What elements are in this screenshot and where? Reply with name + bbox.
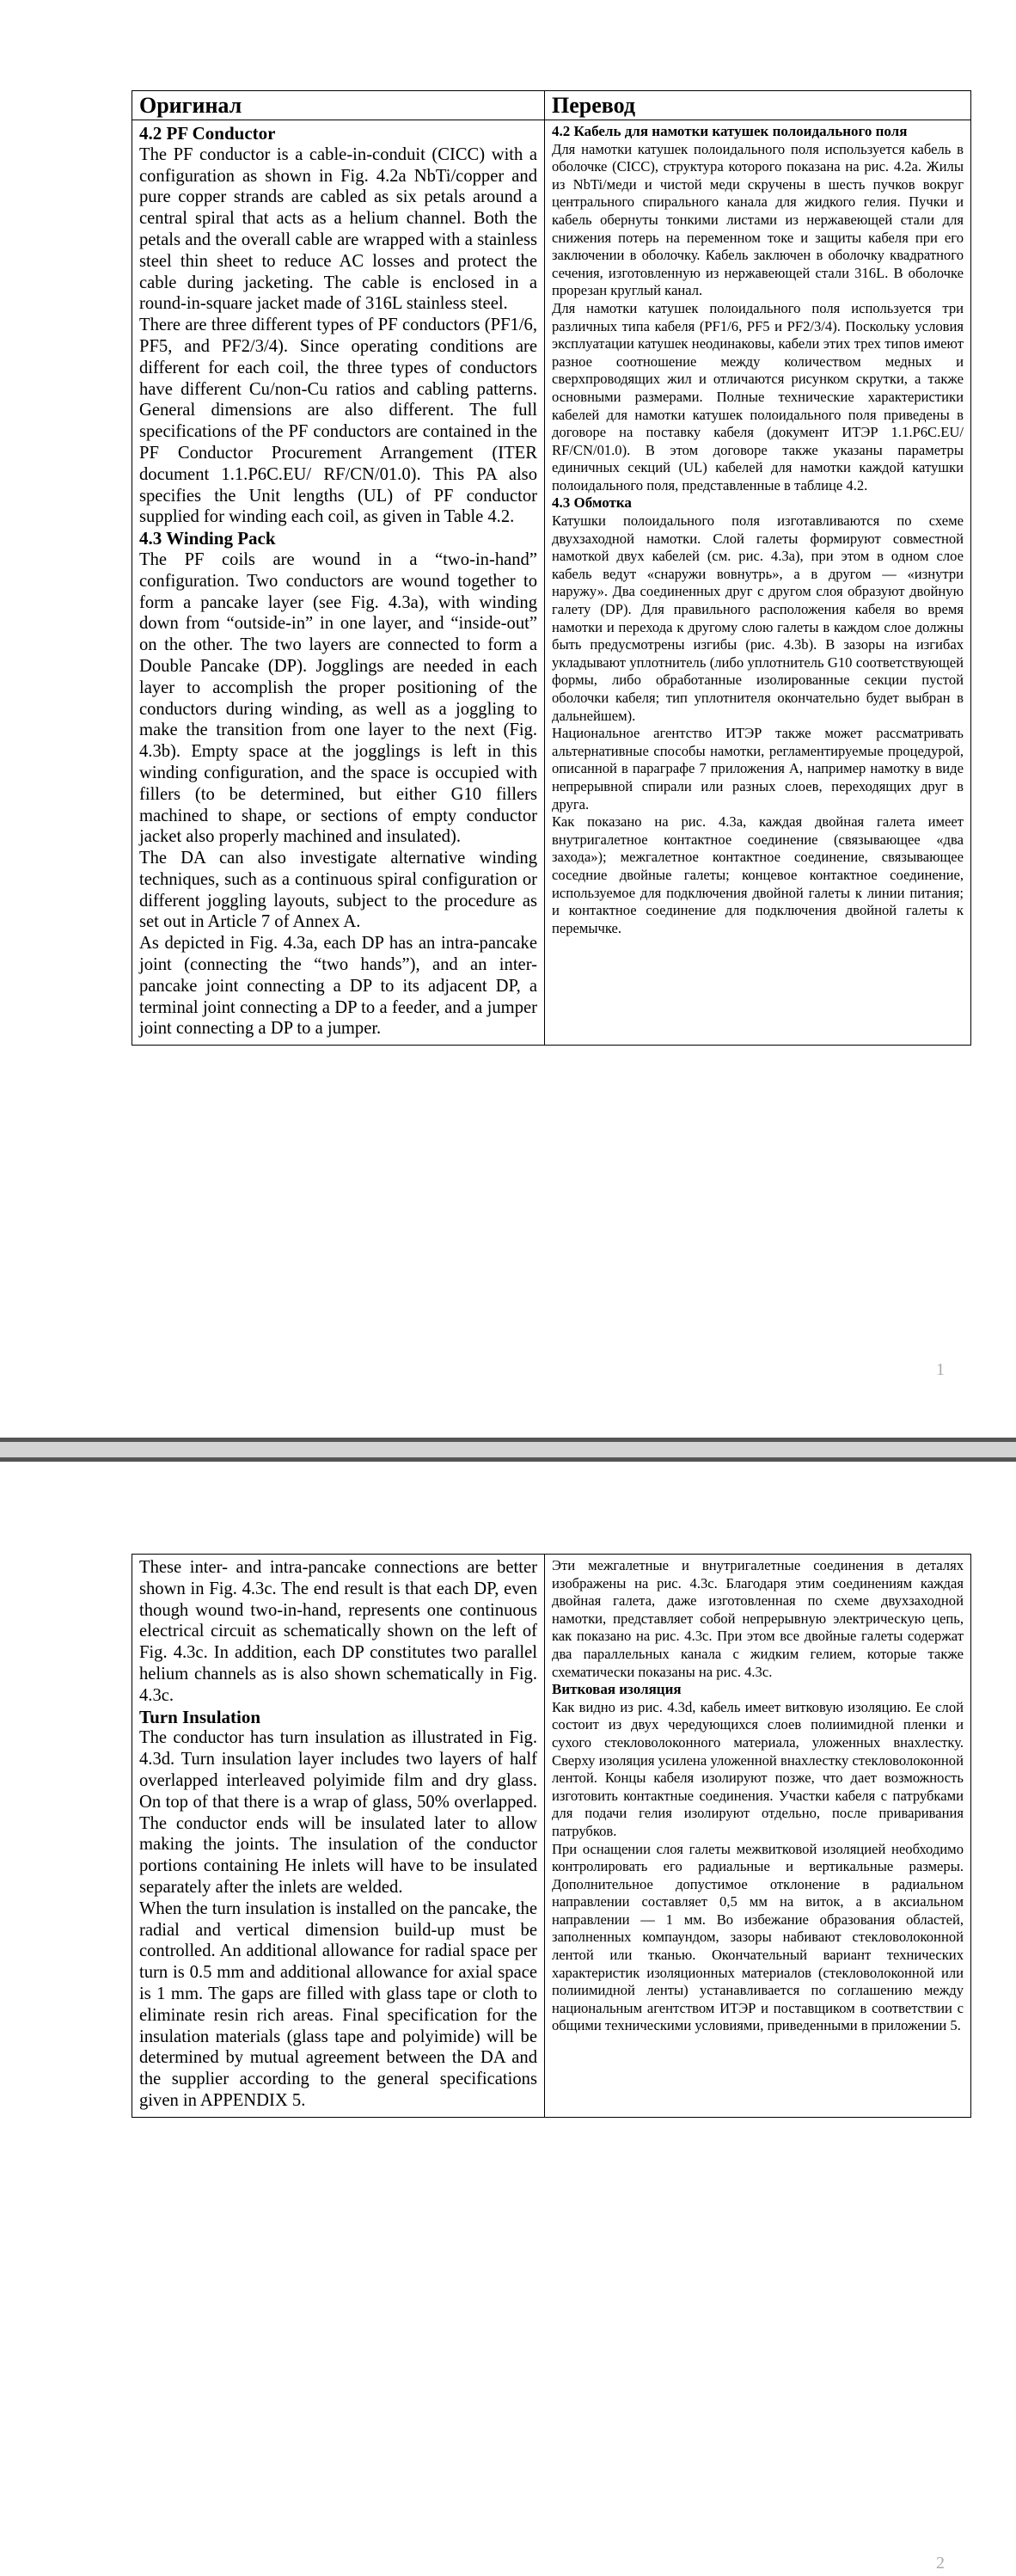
heading-winding-pack-ru: 4.3 Обмотка [552,494,632,512]
table-row [132,120,971,1046]
page-number: 2 [936,2554,945,2573]
paragraph-en: The DA can also investigate alternative winding techniques, such as a continuous spiral configuration or different joggling layouts, subject to the procedure as set out in Article 7 of Annex A. [139,849,537,932]
paragraph-en: When the turn insulation is installed on the pancake, the radial and vertical dimension build-up must be controlled. An additional allowance for radial space per turn is 0.5 mm and additional allowance for axial space is 1 mm. The gaps are filled with glass tape or cloth to eliminate resin rich areas. Final specification for the insulation materials (glass tape and polyimide) will be determined by mutual agreement between the DA and the supplier according to the general specifications given in APPENDIX 5. [139,1898,537,2110]
original-column [132,120,545,1046]
heading-turn-insulation-ru: Витковая изоляция [552,1681,682,1698]
heading-turn-insulation-en: Turn Insulation [139,1706,261,1727]
heading-winding-pack-en: 4.3 Winding Pack [139,528,276,549]
header-original: Оригинал [132,91,545,120]
document-page-2 [0,1462,1016,2576]
heading-pf-conductor-ru: 4.2 Кабель для намотки катушек полоидального поля [552,123,908,139]
page-number: 1 [936,1360,945,1379]
translation-table-page-1 [132,90,971,1046]
paragraph-ru: Эти межгалетные и внутригалетные соединения в деталях изображены на рис. 4.3c. Благодаря этим соединениям каждая двойная галета, даже изготовленная по схеме двухзаходной намотки, представляет собой непрерывную электрическую цепь, как показано на рис. 4.3c. При этом все двойные галеты содержат два параллельных канала с жидким гелием, которые также схематически показаны на рис. 4.3c. [552,1557,964,1680]
paragraph-ru: Национальное агентство ИТЭР также может рассматривать альтернативные способы намотки, регламентируемые процедурой, описанной в параграфе 7 приложения А, например намотку в виде непрерывной спирали или разных слоев, переходящих друг в друга. [552,725,964,813]
paragraph-en: The PF coils are wound in a “two-in-hand” configuration. Two conductors are wound together to form a pancake layer (see Fig. 4.3a), with winding down from “outside-in” in one layer, and “inside-out” on the other. The two layers are connected to form a Double Pancake (DP). Jogglings are needed in each layer to accomplish the proper positioning of the conductors during winding, as well as a joggling to make the transition from one layer to the next (Fig. 4.3b). Empty space at the jogglings is left in this winding configuration, and the space is occupied with fillers (to be determined, but either G10 fillers machined to shape, or sections of empty conductor jacket also properly machined and insulated). [139,549,537,847]
paragraph-ru: Как показано на рис. 4.3a, каждая двойная галета имеет внутригалетное контактное соединение (связывающее «два захода»); межгалетное контактное соединение, связывающее соседние двойные галеты; концевое контактное соединение, используемое для подключения двойной галеты к линии питания; и контактное соединение для подключения двойной галеты к перемычке. [552,813,964,936]
paragraph-en: The PF conductor is a cable-in-conduit (CICC) with a configuration as shown in Fig. 4.2a NbTi/copper and pure copper strands are cabled as six petals around a central spiral that acts as a helium channel. Both the petals and the overall cable are wrapped with a stainless steel thin sheet to reduce AC losses and protect the cable during jacketing. The cable is enclosed in a round-in-square jacket made of 316L stainless steel. [139,144,537,314]
page-separator [0,1438,1016,1462]
translation-table-page-2 [132,1554,971,2118]
heading-pf-conductor-en: 4.2 PF Conductor [139,123,276,144]
paragraph-en: These inter- and intra-pancake connections are better shown in Fig. 4.3c. The end result is that each DP, even though wound two-in-hand, represents one continuous electrical circuit as schematically shown on the left of Fig. 4.3c. In addition, each DP constitutes two parallel helium channels as is also shown schematically in Fig. 4.3c. [139,1558,537,1705]
paragraph-en: As depicted in Fig. 4.3a, each DP has an intra-pancake joint (connecting the “two hands”), and an inter-pancake joint connecting a DP to its adjacent DP, a terminal joint connecting a DP to a feeder, and a jumper joint connecting a DP to a jumper. [139,934,537,1039]
original-column [132,1555,545,2118]
paragraph-ru: Для намотки катушек полоидального поля используется кабель в оболочке (CICC), структура которого показана на рис. 4.2a. Жилы из NbTi/меди и чистой меди скручены в шесть пучков вокруг центрального спирального канала для жидкого гелия. Пучки и кабель обернуты тонкими листами из нержавеющей стали для снижения потерь на переменном токе и защиты кабеля при его заключении в оболочку. Кабель заключен в оболочку квадратного сечения, изготовленную из нержавеющей стали 316L. В оболочке прорезан круглый канал. [552,140,964,299]
header-translation: Перевод [545,91,971,120]
paragraph-ru: Для намотки катушек полоидального поля используется три различных типа кабеля (PF1/6, PF5 и PF2/3/4). Поскольку условия эксплуатации катушек неодинаковы, кабели этих трех типов имеют разное соотношение между количеством медных и сверхпроводящих жил и отличаются рисунком скрутки, а также основными размерами. Полные технические характеристики кабелей для намотки катушек полоидального поля приведены в договоре на поставку кабеля (документ ИТЭР 1.1.P6C.EU/ RF/CN/01.0). В этом договоре также указаны параметры единичных секций (UL) кабелей для намотки каждой катушки полоидального поля, представленные в таблице 4.2. [552,299,964,494]
paragraph-ru: Катушки полоидального поля изготавливаются по схеме двухзаходной намотки. Слой галеты формируют совместной намоткой двух кабелей (см. рис. 4.3a), при этом в одном слое кабель ведут «снаружи вовнутрь», а в другом — «изнутри наружу». Два соединенных друг с другом слоя образуют двойную галету (DP). Для правильного расположения кабеля во время намотки и перехода к другому слою галеты в каждом слое должны быть предусмотрены изгибы (рис. 4.3b). В зазоры на изгибах укладывают уплотнитель (либо уплотнитель G10 соответствующей формы, либо обработанные изолированные секции пустой оболочки кабеля; тип уплотнителя окончательно будет выбран в дальнейшем). [552,512,964,724]
paragraph-ru: Как видно из рис. 4.3d, кабель имеет витковую изоляцию. Ее слой состоит из двух чередующихся слоев полиимидной пленки и сухого стекловолоконного материала, уложенных внахлестку. Сверху изоляция усилена уложенной внахлестку стекловолоконной лентой. Концы кабеля изолируют позже, что дает возможность изготовить контактные соединения. Участки кабеля с патрубками для подачи гелия изолируют отдельно, после приваривания патрубков. [552,1698,964,1839]
paragraph-en: The conductor has turn insulation as illustrated in Fig. 4.3d. Turn insulation layer includes two layers of half overlapped interleaved polyimide film and dry glass. On top of that there is a wrap of glass, 50% overlapped. The conductor ends will be insulated later to allow making the joints. The insulation of the conductor portions containing He inlets will have to be insulated separately after the inlets are welded. [139,1728,537,1897]
translation-column [545,1555,971,2118]
table-header-row [132,91,971,120]
translation-column [545,120,971,1046]
paragraph-ru: При оснащении слоя галеты межвитковой изоляцией необходимо контролировать его радиальные и вертикальные размеры. Дополнительное допустимое отклонение в радиальном направлении составляет 0,5 мм на виток, а в аксиальном направлении — 1 мм. Во избежание образования областей, заполненных компаундом, зазоры набивают стекловолоконной лентой или тканью. Окончательный вариант технических характеристик изоляционных материалов (стекловолоконной или полиимидной ленты) устанавливается по соглашению между национальным агентством ИТЭР и поставщиком в соответствии с общими техническими условиями, приведенными в приложении 5. [552,1840,964,2034]
table-row [132,1555,971,2118]
paragraph-en: There are three different types of PF conductors (PF1/6, PF5, and PF2/3/4). Since operating conditions are different for each coil, the three types of conductors have different Cu/non-Cu ratios and cabling patterns. General dimensions are also different. The full specifications of the PF conductors are contained in the PF Conductor Procurement Arrangement (ITER document 1.1.P6C.EU/ RF/CN/01.0). This PA also specifies the Unit lengths (UL) of PF conductor supplied for winding each coil, as given in Table 4.2. [139,316,537,527]
